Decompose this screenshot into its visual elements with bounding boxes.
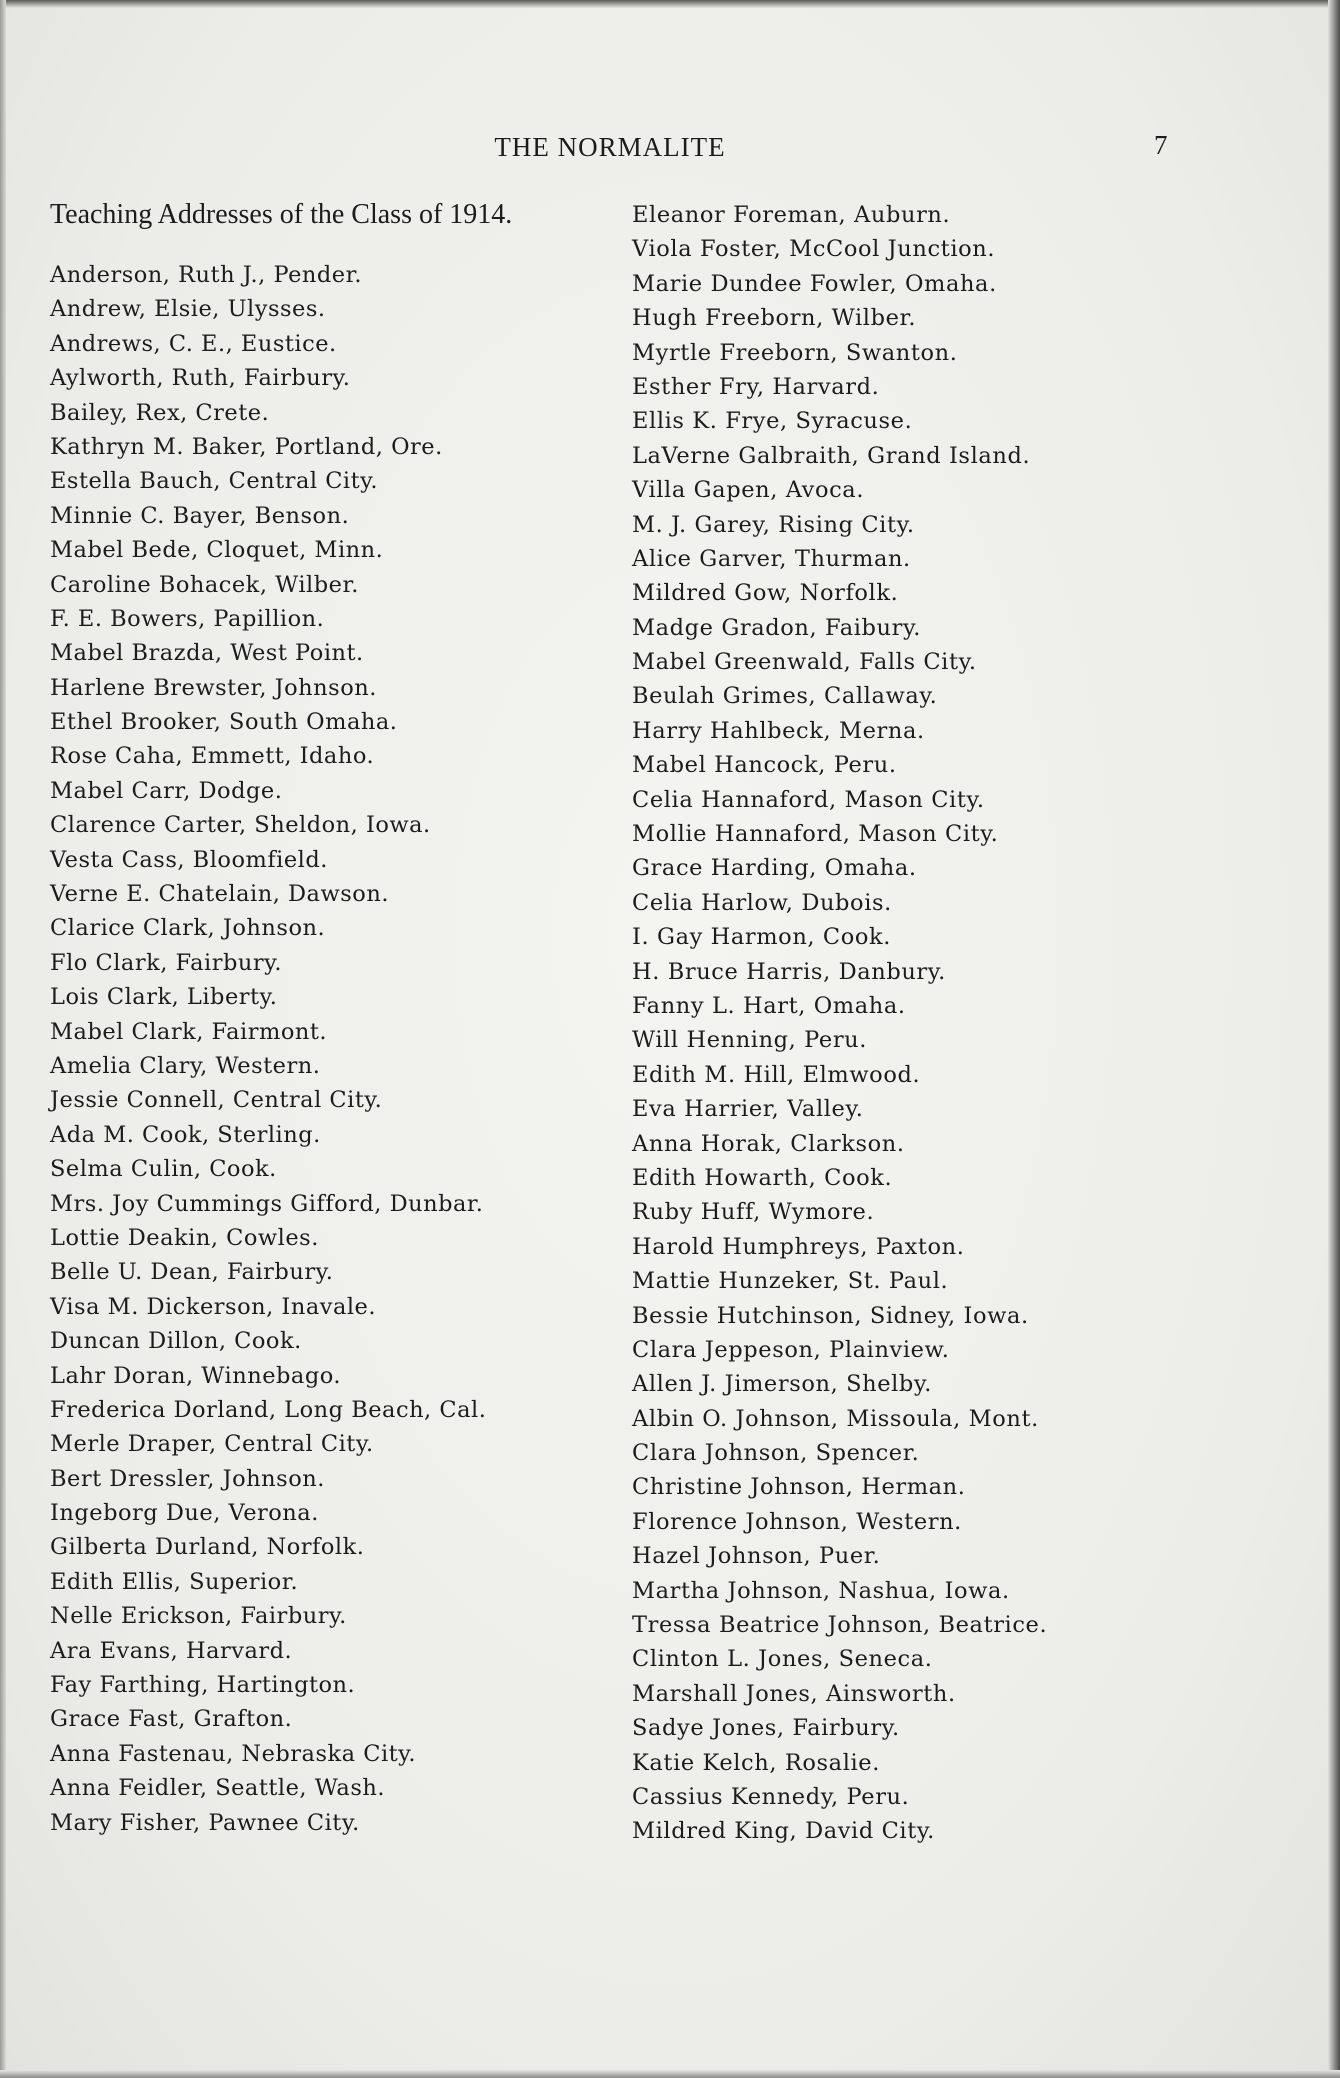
address-entry: Lottie Deakin, Cowles. <box>50 1224 319 1251</box>
address-entry: Celia Harlow, Dubois. <box>632 889 892 916</box>
address-entry: Harold Humphreys, Paxton. <box>632 1233 965 1260</box>
address-entry: Ingeborg Due, Verona. <box>50 1500 319 1527</box>
address-entry: Selma Culin, Cook. <box>50 1156 277 1183</box>
address-entry: Grace Fast, Grafton. <box>50 1706 293 1733</box>
right-column <box>632 198 1252 1849</box>
page-edge-left <box>0 0 6 2078</box>
address-entry: Mildred King, David City. <box>632 1818 935 1845</box>
address-entry: Mildred Gow, Norfolk. <box>632 580 899 607</box>
address-entry: Harlene Brewster, Johnson. <box>50 674 377 701</box>
address-entry: H. Bruce Harris, Danbury. <box>632 958 946 985</box>
page-edge-right <box>1328 0 1340 2078</box>
address-entry: LaVerne Galbraith, Grand Island. <box>632 442 1031 469</box>
address-entry: Fanny L. Hart, Omaha. <box>632 992 906 1019</box>
address-entry: Mollie Hannaford, Mason City. <box>632 821 999 848</box>
address-entry: Mabel Brazda, West Point. <box>50 640 364 667</box>
address-entry: Vesta Cass, Bloomfield. <box>50 846 328 873</box>
address-entry: Rose Caha, Emmett, Idaho. <box>50 743 375 770</box>
address-entry: Mabel Bede, Cloquet, Minn. <box>50 537 384 564</box>
address-entry: Florence Johnson, Western. <box>632 1508 962 1535</box>
address-entry: Hazel Johnson, Puer. <box>632 1543 881 1570</box>
address-entry: Anna Feidler, Seattle, Wash. <box>50 1775 386 1802</box>
address-entry: Edith M. Hill, Elmwood. <box>632 1061 921 1088</box>
address-entry: Lois Clark, Liberty. <box>50 984 278 1011</box>
address-entry: Esther Fry, Harvard. <box>632 373 880 400</box>
address-entry: Gilberta Durland, Norfolk. <box>50 1534 365 1561</box>
address-entry: Anna Fastenau, Nebraska City. <box>50 1740 417 1767</box>
address-entry: Ara Evans, Harvard. <box>50 1637 293 1664</box>
address-entry: Clarence Carter, Sheldon, Iowa. <box>50 812 431 839</box>
address-entry: Marie Dundee Fowler, Omaha. <box>632 270 997 297</box>
address-entry: Mabel Hancock, Peru. <box>632 752 897 779</box>
address-entry: Christine Johnson, Herman. <box>632 1474 966 1501</box>
address-entry: Tressa Beatrice Johnson, Beatrice. <box>632 1612 1048 1639</box>
address-entry: Sadye Jones, Fairbury. <box>632 1715 900 1742</box>
address-entry: Katie Kelch, Rosalie. <box>632 1749 880 1776</box>
address-entry: Albin O. Johnson, Missoula, Mont. <box>632 1405 1039 1432</box>
address-entry: Bert Dressler, Johnson. <box>50 1465 325 1492</box>
address-entry: Flo Clark, Fairbury. <box>50 949 283 976</box>
address-entry: Mary Fisher, Pawnee City. <box>50 1809 360 1836</box>
address-entry: Aylworth, Ruth, Fairbury. <box>50 365 351 392</box>
address-entry: Edith Howarth, Cook. <box>632 1164 893 1191</box>
address-entry: Clarice Clark, Johnson. <box>50 915 326 942</box>
address-entry: Merle Draper, Central City. <box>50 1431 374 1458</box>
address-entry: Eleanor Foreman, Auburn. <box>632 202 951 228</box>
address-entry: Bessie Hutchinson, Sidney, Iowa. <box>632 1302 1029 1329</box>
address-entry: Will Henning, Peru. <box>632 1027 868 1054</box>
address-entry: Lahr Doran, Winnebago. <box>50 1362 342 1389</box>
address-entry: Ellis K. Frye, Syracuse. <box>632 408 913 435</box>
address-entry: Visa M. Dickerson, Inavale. <box>50 1293 377 1320</box>
address-entry: Mabel Clark, Fairmont. <box>50 1018 328 1045</box>
address-entry: Nelle Erickson, Fairbury. <box>50 1603 347 1630</box>
address-entry: Frederica Dorland, Long Beach, Cal. <box>50 1396 487 1423</box>
page-edge-top <box>0 0 1340 8</box>
address-entry: Andrew, Elsie, Ulysses. <box>50 296 326 323</box>
address-entry: Andrews, C. E., Eustice. <box>50 330 337 357</box>
address-entry: Alice Garver, Thurman. <box>632 545 911 572</box>
address-entry: Belle U. Dean, Fairbury. <box>50 1259 334 1286</box>
address-entry: Viola Foster, McCool Junction. <box>632 236 996 263</box>
address-entry: Amelia Clary, Western. <box>50 1052 321 1079</box>
address-entry: Eva Harrier, Valley. <box>632 1096 864 1123</box>
address-entry: Mrs. Joy Cummings Gifford, Dunbar. <box>50 1190 484 1217</box>
address-entry: Mattie Hunzeker, St. Paul. <box>632 1268 949 1295</box>
address-entry: Ethel Brooker, South Omaha. <box>50 709 398 736</box>
address-entry: F. E. Bowers, Papillion. <box>50 605 325 632</box>
address-entry: Martha Johnson, Nashua, Iowa. <box>632 1577 1010 1604</box>
address-entry: Allen J. Jimerson, Shelby. <box>632 1371 932 1398</box>
left-column <box>50 198 590 1840</box>
address-entry: Clara Johnson, Spencer. <box>632 1440 920 1467</box>
address-entry: Madge Gradon, Faibury. <box>632 614 922 641</box>
address-entry: Estella Bauch, Central City. <box>50 468 379 495</box>
address-entry: I. Gay Harmon, Cook. <box>632 924 892 951</box>
address-entry: Anderson, Ruth J., Pender. <box>50 262 363 288</box>
address-entry: Mabel Carr, Dodge. <box>50 777 283 804</box>
address-entry: Clinton L. Jones, Seneca. <box>632 1646 933 1673</box>
address-entry: Celia Hannaford, Mason City. <box>632 786 985 813</box>
address-entry: Minnie C. Bayer, Benson. <box>50 502 350 529</box>
address-entry: Anna Horak, Clarkson. <box>632 1130 905 1157</box>
address-entry: Cassius Kennedy, Peru. <box>632 1783 910 1810</box>
address-entry: Grace Harding, Omaha. <box>632 855 917 882</box>
address-entry: Bailey, Rex, Crete. <box>50 399 270 426</box>
address-entry: Ada M. Cook, Sterling. <box>50 1121 321 1148</box>
address-entry: Verne E. Chatelain, Dawson. <box>50 881 389 908</box>
address-entry: Ruby Huff, Wymore. <box>632 1199 875 1226</box>
address-entry: Duncan Dillon, Cook. <box>50 1328 302 1355</box>
address-entry: Hugh Freeborn, Wilber. <box>632 305 917 332</box>
address-entry: Caroline Bohacek, Wilber. <box>50 571 359 598</box>
address-entry: Fay Farthing, Hartington. <box>50 1672 356 1699</box>
address-entry: Mabel Greenwald, Falls City. <box>632 649 977 676</box>
address-entry: M. J. Garey, Rising City. <box>632 511 915 538</box>
page-number: 7 <box>1154 130 1168 160</box>
running-header-title: THE NORMALITE <box>494 132 726 162</box>
address-entry: Myrtle Freeborn, Swanton. <box>632 339 958 366</box>
address-entry: Marshall Jones, Ainsworth. <box>632 1680 956 1707</box>
page-edge-bottom <box>0 2070 1340 2078</box>
address-entry: Jessie Connell, Central City. <box>50 1087 383 1114</box>
address-entry: Clara Jeppeson, Plainview. <box>632 1336 950 1363</box>
section-heading: Teaching Addresses of the Class of 1914. <box>50 199 513 230</box>
address-entry: Edith Ellis, Superior. <box>50 1568 299 1595</box>
address-entry: Beulah Grimes, Callaway. <box>632 683 938 710</box>
address-entry: Kathryn M. Baker, Portland, Ore. <box>50 433 443 460</box>
address-entry: Harry Hahlbeck, Merna. <box>632 717 925 744</box>
address-entry: Villa Gapen, Avoca. <box>632 477 865 504</box>
